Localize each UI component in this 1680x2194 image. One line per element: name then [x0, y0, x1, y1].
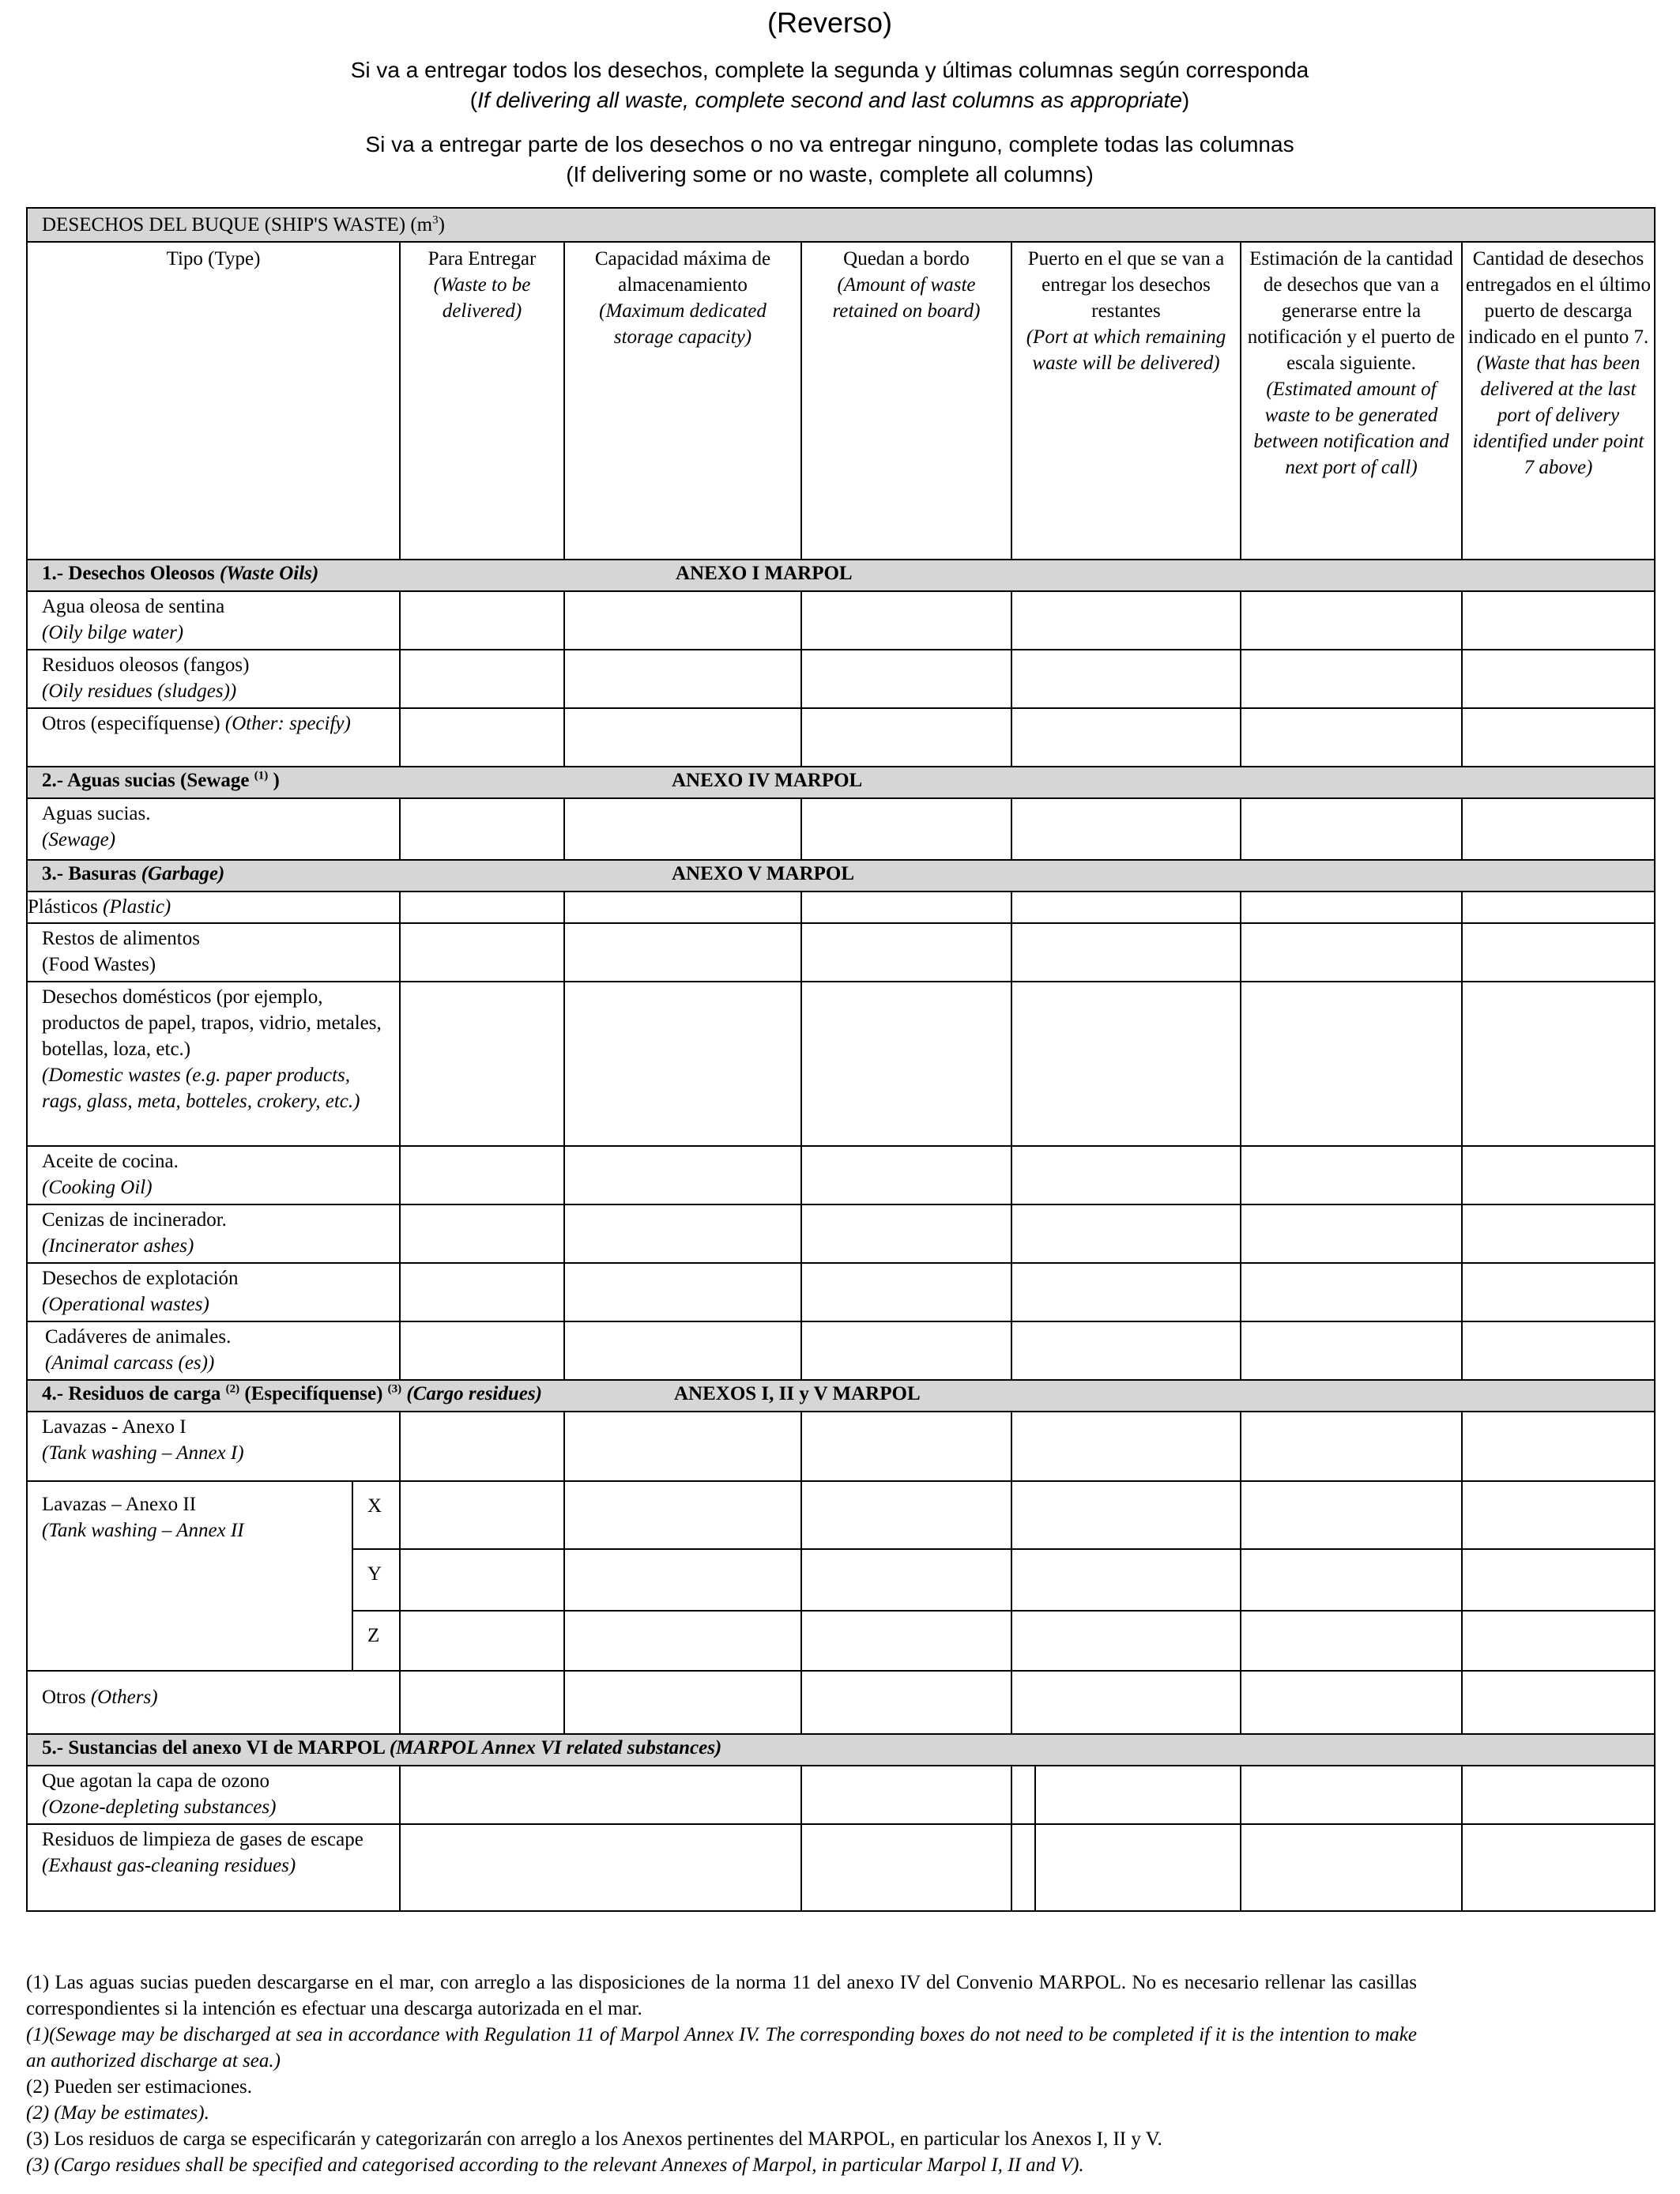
input-cell[interactable]: [1241, 923, 1462, 982]
input-cell[interactable]: [1241, 892, 1462, 923]
input-cell[interactable]: [801, 892, 1011, 923]
input-cell[interactable]: [1241, 708, 1462, 767]
row-label: Plásticos (Plastic): [27, 892, 400, 923]
input-cell[interactable]: [1462, 1481, 1655, 1549]
input-cell[interactable]: [400, 1824, 801, 1911]
section-waste-oils: 1.- Desechos Oleosos (Waste Oils) ANEXO I MARPOL: [27, 560, 1655, 591]
input-cell[interactable]: [1011, 982, 1241, 1146]
table-row: [27, 892, 1655, 923]
input-cell[interactable]: [801, 1549, 1011, 1611]
input-cell[interactable]: [400, 708, 564, 767]
input-cell[interactable]: [564, 1146, 801, 1204]
row-label: Residuos de limpieza de gases de escape (Exhaust gas-cleaning residues): [27, 1824, 400, 1911]
instruction-partial-es: Si va a entregar parte de los desechos o no va entregar ninguno, complete todas las columnas: [365, 132, 1294, 156]
col-header-port: Puerto en el que se van a entregar los desechos restantes (Port at which remaining waste will be delivered): [1011, 242, 1241, 560]
input-cell[interactable]: [564, 1204, 801, 1263]
input-cell[interactable]: [1462, 1611, 1655, 1671]
input-cell[interactable]: [1462, 1766, 1655, 1824]
input-cell[interactable]: [801, 1321, 1011, 1380]
input-cell[interactable]: [801, 923, 1011, 982]
input-cell[interactable]: [801, 1611, 1011, 1671]
input-cell[interactable]: [564, 1611, 801, 1671]
input-cell[interactable]: [1011, 1824, 1035, 1911]
input-cell[interactable]: [1241, 650, 1462, 708]
input-cell[interactable]: [1462, 798, 1655, 860]
row-label: Residuos oleosos (fangos) (Oily residues (sludges)): [27, 650, 400, 708]
input-cell[interactable]: [1241, 1321, 1462, 1380]
input-cell[interactable]: [400, 798, 564, 860]
input-cell[interactable]: [1241, 982, 1462, 1146]
input-cell[interactable]: [564, 591, 801, 650]
row-label: Aceite de cocina. (Cooking Oil): [27, 1146, 400, 1204]
annex-label: ANEXO V MARPOL: [672, 863, 855, 884]
table-row: [27, 1146, 1655, 1204]
col-header-max-capacity: Capacidad máxima de almacenamiento (Maximum dedicated storage capacity): [564, 242, 801, 560]
column-headers-row: [27, 242, 1655, 560]
footnote-3-en: (3) (Cargo residues shall be specified and categorised according to the relevant Annexes of Marpol, in particular Marpol I, II and V).: [26, 2154, 1084, 2176]
section-title: 2.- Aguas sucias (Sewage $^{(1)}$ ): [42, 769, 280, 791]
input-cell[interactable]: [1011, 1549, 1241, 1611]
input-cell[interactable]: [801, 1824, 1011, 1911]
input-cell[interactable]: [564, 798, 801, 860]
input-cell[interactable]: [1462, 892, 1655, 923]
input-cell[interactable]: [400, 1611, 564, 1671]
input-cell[interactable]: [801, 1146, 1011, 1204]
input-cell[interactable]: [1462, 1263, 1655, 1321]
row-label: Aguas sucias. (Sewage): [27, 798, 400, 860]
instruction-partial-en: (If delivering some or no waste, complete all columns): [566, 162, 1094, 187]
input-cell[interactable]: [1011, 892, 1241, 923]
instruction-all-en: (If delivering all waste, complete second and last columns as appropriate): [469, 88, 1190, 112]
input-cell[interactable]: [1035, 1766, 1241, 1824]
input-cell[interactable]: [564, 923, 801, 982]
input-cell[interactable]: [801, 982, 1011, 1146]
input-cell[interactable]: [1011, 591, 1241, 650]
row-label: Agua oleosa de sentina (Oily bilge water): [27, 591, 400, 650]
table-row: [27, 591, 1655, 650]
category-y-label: Y: [352, 1549, 400, 1611]
footnotes: [26, 1970, 1417, 2178]
input-cell[interactable]: [1011, 1204, 1241, 1263]
input-cell[interactable]: [1241, 1549, 1462, 1611]
table-row: [27, 1204, 1655, 1263]
input-cell[interactable]: [1462, 1824, 1655, 1911]
input-cell[interactable]: [400, 1412, 564, 1481]
col-header-type: Tipo (Type): [27, 242, 400, 560]
input-cell[interactable]: [801, 798, 1011, 860]
row-label: Lavazas – Anexo II (Tank washing – Annex II: [27, 1481, 352, 1671]
input-cell[interactable]: [564, 1321, 801, 1380]
input-cell[interactable]: [1462, 1321, 1655, 1380]
input-cell[interactable]: [400, 1549, 564, 1611]
input-cell[interactable]: [1035, 1824, 1241, 1911]
input-cell[interactable]: [400, 892, 564, 923]
input-cell[interactable]: [564, 1671, 801, 1734]
input-cell[interactable]: [1011, 1481, 1241, 1549]
annex-label: ANEXOS I, II y V MARPOL: [674, 1383, 921, 1404]
input-cell[interactable]: [1011, 1671, 1241, 1734]
input-cell[interactable]: [1011, 1146, 1241, 1204]
input-cell[interactable]: [1011, 650, 1241, 708]
input-cell[interactable]: [564, 1549, 801, 1611]
row-label: Que agotan la capa de ozono (Ozone-depleting substances): [27, 1766, 400, 1824]
input-cell[interactable]: [1462, 708, 1655, 767]
table-row: [27, 1321, 1655, 1380]
annex-label: ANEXO IV MARPOL: [672, 770, 863, 791]
section-annex-vi: 5.- Sustancias del anexo VI de MARPOL (MARPOL Annex VI related substances): [27, 1734, 1655, 1766]
input-cell[interactable]: [564, 708, 801, 767]
input-cell[interactable]: [1241, 1263, 1462, 1321]
input-cell[interactable]: [564, 892, 801, 923]
table-row: [27, 1263, 1655, 1321]
input-cell[interactable]: [400, 1766, 801, 1824]
table-row: [27, 1412, 1655, 1481]
input-cell[interactable]: [801, 1412, 1011, 1481]
input-cell[interactable]: [564, 1412, 801, 1481]
section-title: 1.- Desechos Oleosos: [42, 563, 220, 584]
input-cell[interactable]: [801, 1766, 1011, 1824]
input-cell[interactable]: [1462, 982, 1655, 1146]
table-row: [27, 650, 1655, 708]
input-cell[interactable]: [1241, 1146, 1462, 1204]
input-cell[interactable]: [1462, 1549, 1655, 1611]
input-cell[interactable]: [1011, 1321, 1241, 1380]
input-cell[interactable]: [1241, 798, 1462, 860]
footnote-2-en: (2) (May be estimates).: [26, 2102, 209, 2124]
row-label: Desechos de explotación (Operational wastes): [27, 1263, 400, 1321]
row-label: Otros (Others): [27, 1671, 400, 1734]
input-cell[interactable]: [1241, 1204, 1462, 1263]
ships-waste-table: [26, 207, 1656, 1912]
section-garbage: 3.- Basuras (Garbage) ANEXO V MARPOL: [27, 860, 1655, 892]
col-header-to-deliver: Para Entregar (Waste to be delivered): [400, 242, 564, 560]
input-cell[interactable]: [564, 982, 801, 1146]
input-cell[interactable]: [1011, 1611, 1241, 1671]
table-row: [27, 708, 1655, 767]
input-cell[interactable]: [564, 1263, 801, 1321]
input-cell[interactable]: [1011, 798, 1241, 860]
col-header-estimate: Estimación de la cantidad de desechos que van a generarse entre la notificación y el puerto de escala siguiente. (Estimated amount of waste to be generated between notification and next port of call): [1241, 242, 1462, 560]
table-header: DESECHOS DEL BUQUE (SHIP'S WASTE) $(m^3)$: [27, 208, 1655, 242]
section-title: 3.- Basuras: [42, 863, 141, 884]
section-title: 5.- Sustancias del anexo VI de MARPOL: [42, 1737, 390, 1759]
row-label: Restos de alimentos (Food Wastes): [27, 923, 400, 982]
annex-label: ANEXO I MARPOL: [676, 563, 853, 584]
input-cell[interactable]: [1462, 1204, 1655, 1263]
table-row: [27, 923, 1655, 982]
input-cell[interactable]: [400, 1263, 564, 1321]
instruction-all-es: Si va a entregar todos los desechos, complete la segunda y últimas columnas según corresponda: [350, 58, 1309, 82]
input-cell[interactable]: [1011, 1263, 1241, 1321]
table-row: [27, 1671, 1655, 1734]
footnote-1-en: (1)(Sewage may be discharged at sea in accordance with Regulation 11 of Marpol Annex IV. The corresponding boxes do not need to be completed if it is the intention to make an authorized discharge at sea.): [26, 2024, 1417, 2071]
input-cell[interactable]: [1241, 1412, 1462, 1481]
input-cell[interactable]: [1462, 1412, 1655, 1481]
input-cell[interactable]: [1462, 1671, 1655, 1734]
input-cell[interactable]: [1241, 591, 1462, 650]
input-cell[interactable]: [801, 650, 1011, 708]
row-label: Cenizas de incinerador. (Incinerator ashes): [27, 1204, 400, 1263]
input-cell[interactable]: [1011, 708, 1241, 767]
input-cell[interactable]: [1011, 1412, 1241, 1481]
input-cell[interactable]: [400, 923, 564, 982]
table-header-row: [27, 208, 1655, 242]
page-title: (Reverso): [767, 6, 893, 39]
row-label: Lavazas - Anexo I (Tank washing – Annex I): [27, 1412, 400, 1481]
section-title: 4.- Residuos de carga $^{(2)}$ (Especifíquense) $^{(3)}$ (Cargo residues): [42, 1382, 542, 1404]
input-cell[interactable]: [1462, 923, 1655, 982]
instruction-all-waste: [0, 55, 1659, 115]
input-cell[interactable]: [801, 1204, 1011, 1263]
input-cell[interactable]: [400, 1146, 564, 1204]
footnote-1-es: (1) Las aguas sucias pueden descargarse en el mar, con arreglo a las disposiciones de la norma 11 del anexo IV del Convenio MARPOL. No es necesario rellenar las casillas correspondientes si la intención es efectuar una descarga autorizada en el mar.: [26, 1972, 1417, 2019]
instruction-partial-waste: [0, 130, 1659, 190]
input-cell[interactable]: [400, 1321, 564, 1380]
input-cell[interactable]: [801, 1481, 1011, 1549]
input-cell[interactable]: [400, 650, 564, 708]
input-cell[interactable]: [400, 982, 564, 1146]
input-cell[interactable]: [1241, 1766, 1462, 1824]
category-x-label: X: [352, 1481, 400, 1549]
table-row: [27, 1766, 1655, 1824]
footnote-2-es: (2) Pueden ser estimaciones.: [26, 2076, 253, 2098]
input-cell[interactable]: [801, 591, 1011, 650]
row-label: Otros (especifíquense) (Other: specify): [27, 708, 400, 767]
input-cell[interactable]: [801, 1671, 1011, 1734]
input-cell[interactable]: [1241, 1824, 1462, 1911]
input-cell[interactable]: [1011, 923, 1241, 982]
col-header-last-delivered: Cantidad de desechos entregados en el último puerto de descarga indicado en el punto 7. (Waste that has been delivered at the last port of delivery identified under point 7 above): [1462, 242, 1655, 560]
input-cell[interactable]: [1462, 1146, 1655, 1204]
input-cell[interactable]: [1241, 1611, 1462, 1671]
col-header-retained: Quedan a bordo (Amount of waste retained on board): [801, 242, 1011, 560]
table-row: [27, 1481, 1655, 1549]
row-label: Cadáveres de animales. (Animal carcass (es)): [27, 1321, 400, 1380]
table-row: [27, 798, 1655, 860]
input-cell[interactable]: [1011, 1766, 1035, 1824]
input-cell[interactable]: [1241, 1481, 1462, 1549]
input-cell[interactable]: [400, 1671, 564, 1734]
input-cell[interactable]: [400, 1481, 564, 1549]
input-cell[interactable]: [400, 1204, 564, 1263]
input-cell[interactable]: [564, 650, 801, 708]
section-cargo-residues: [27, 1380, 1655, 1412]
row-label: Desechos domésticos (por ejemplo, productos de papel, trapos, vidrio, metales, botellas, loza, etc.) (Domestic wastes (e.g. paper products, rags, glass, meta, botteles, crokery, etc.): [27, 982, 400, 1146]
input-cell[interactable]: [1462, 650, 1655, 708]
table-row: [27, 1824, 1655, 1911]
category-z-label: Z: [352, 1611, 400, 1671]
input-cell[interactable]: [1462, 591, 1655, 650]
input-cell[interactable]: [400, 591, 564, 650]
table-row: [27, 982, 1655, 1146]
input-cell[interactable]: [1241, 1671, 1462, 1734]
input-cell[interactable]: [801, 1263, 1011, 1321]
section-sewage: [27, 767, 1655, 798]
input-cell[interactable]: [801, 708, 1011, 767]
footnote-3-es: (3) Los residuos de carga se especificarán y categorizarán con arreglo a los Anexos pertinentes del MARPOL, en particular los Anexos I, II y V.: [26, 2128, 1162, 2150]
input-cell[interactable]: [564, 1481, 801, 1549]
